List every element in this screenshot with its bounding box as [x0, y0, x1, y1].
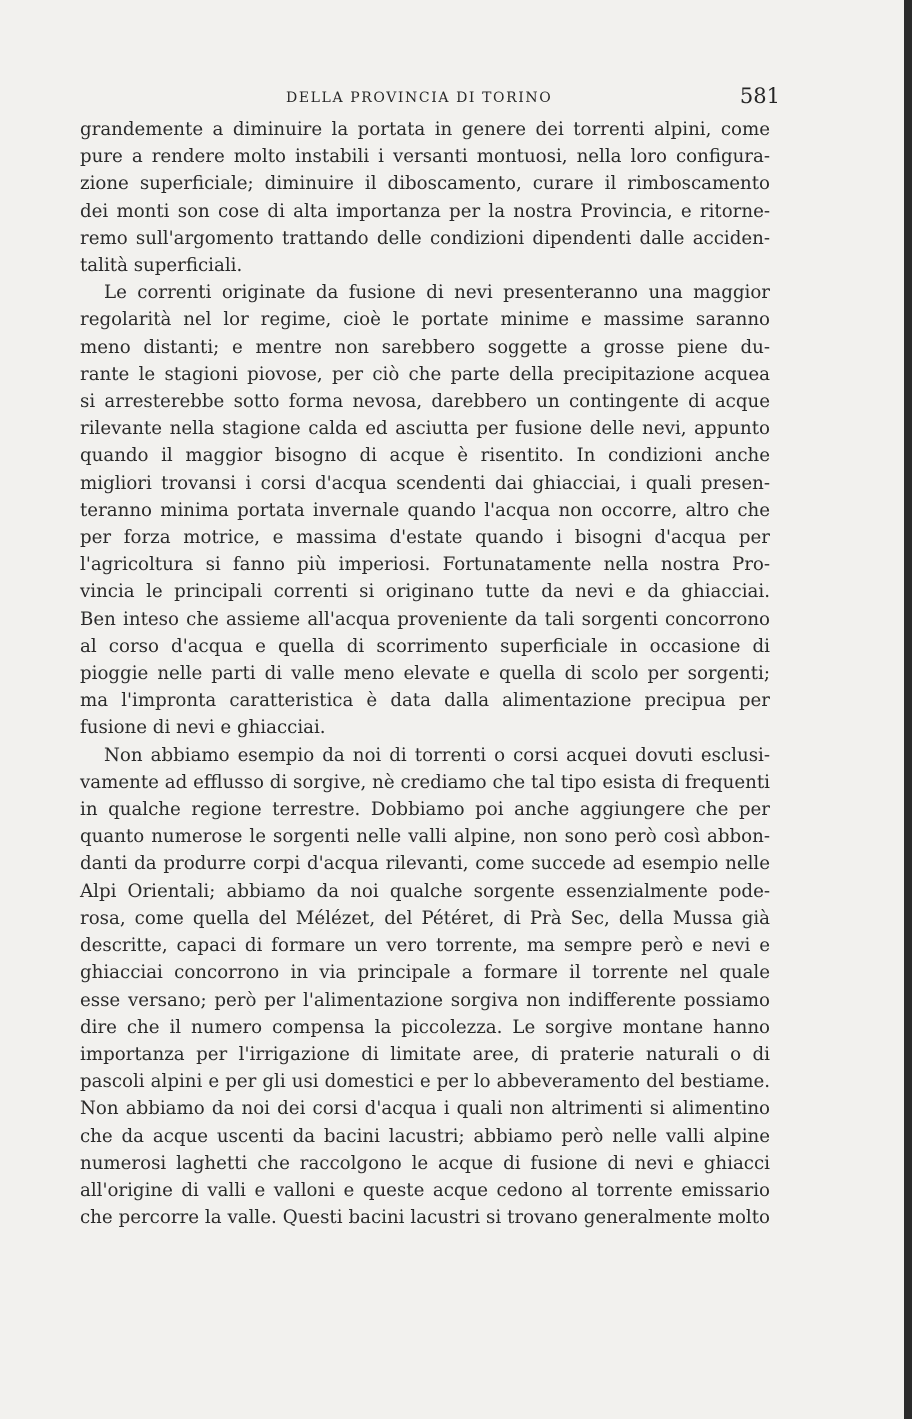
text-line: pure a rendere molto instabili i versanti montuosi, nella loro configura- — [80, 146, 770, 168]
page-header — [80, 84, 780, 114]
text-line: Non abbiamo esempio da noi di torrenti o corsi acquei dovuti esclusi- — [104, 744, 770, 766]
text-line: teranno minima portata invernale quando l'acqua non occorre, altro che — [80, 499, 770, 521]
text-line: rilevante nella stagione calda ed asciutta per fusione delle nevi, appunto — [80, 418, 770, 440]
text-line: in qualche regione terrestre. Dobbiamo poi anche aggiungere che per — [80, 799, 770, 821]
text-line: Non abbiamo da noi dei corsi d'acqua i quali non altrimenti si alimentino — [80, 1098, 770, 1120]
text-line: vincia le principali correnti si originano tutte da nevi e da ghiacciai. — [80, 581, 770, 603]
text-line: per forza motrice, e massima d'estate quando i bisogni d'acqua per — [80, 527, 770, 549]
text-line: quando il maggior bisogno di acque è risentito. In condizioni anche — [80, 445, 770, 467]
text-line: che da acque uscenti da bacini lacustri; abbiamo però nelle valli alpine — [80, 1125, 770, 1147]
text-line: esse versano; però per l'alimentazione sorgiva non indifferente possiamo — [80, 989, 770, 1011]
text-line: si arresterebbe sotto forma nevosa, darebbero un contingente di acque — [80, 391, 770, 413]
text-line: remo sull'argomento trattando delle condizioni dipendenti dalle acciden- — [80, 227, 770, 249]
text-line: fusione di nevi e ghiacciai. — [80, 717, 326, 739]
text-line: Le correnti originate da fusione di nevi presenteranno una maggior — [104, 282, 770, 304]
text-line: numerosi laghetti che raccolgono le acque di fusione di nevi e ghiacci — [80, 1152, 770, 1174]
text-line: dire che il numero compensa la piccolezza. Le sorgive montane hanno — [80, 1016, 770, 1038]
text-line: all'origine di valli e valloni e queste acque cedono al torrente emissario — [80, 1179, 770, 1201]
text-line: regolarità nel lor regime, cioè le portate minime e massime saranno — [80, 309, 770, 331]
text-line: quanto numerose le sorgenti nelle valli alpine, non sono però così abbon- — [80, 826, 770, 848]
text-line: che percorre la valle. Questi bacini lacustri si trovano generalmente molto — [80, 1207, 770, 1229]
text-line: danti da produrre corpi d'acqua rilevanti, come succede ad esempio nelle — [80, 853, 770, 875]
text-line: l'agricoltura si fanno più imperiosi. Fortunatamente nella nostra Pro- — [80, 554, 770, 576]
text-line: migliori trovansi i corsi d'acqua scendenti dai ghiacciai, i quali presen- — [80, 472, 770, 494]
body-text — [80, 116, 770, 1231]
text-line: ghiacciai concorrono in via principale a formare il torrente nel quale — [80, 962, 770, 984]
text-line: descritte, capaci di formare un vero torrente, ma sempre però e nevi e — [80, 935, 770, 957]
text-line: rante le stagioni piovose, per ciò che parte della precipitazione acquea — [80, 363, 770, 385]
text-line: talità superficiali. — [80, 255, 243, 277]
text-line: al corso d'acqua e quella di scorrimento superficiale in occasione di — [80, 635, 770, 657]
text-line: Alpi Orientali; abbiamo da noi qualche sorgente essenzialmente pode- — [80, 880, 770, 902]
text-line: Ben inteso che assieme all'acqua proveniente da tali sorgenti concorrono — [80, 608, 770, 630]
text-line: pascoli alpini e per gli usi domestici e per lo abbeveramento del bestiame. — [80, 1071, 770, 1093]
running-title: DELLA PROVINCIA DI TORINO — [286, 90, 553, 106]
text-line: meno distanti; e mentre non sarebbero soggette a grosse piene du- — [80, 336, 770, 358]
text-line: grandemente a diminuire la portata in genere dei torrenti alpini, come — [80, 119, 770, 140]
text-line: vamente ad efflusso di sorgive, nè crediamo che tal tipo esista di frequenti — [80, 771, 770, 793]
page-number: 581 — [739, 84, 780, 108]
text-line: importanza per l'irrigazione di limitate aree, di praterie naturali o di — [80, 1043, 770, 1065]
text-line: rosa, come quella del Mélézet, del Pétéret, di Prà Sec, della Mussa già — [80, 907, 770, 929]
text-line: zione superficiale; diminuire il diboscamento, curare il rimboscamento — [80, 173, 770, 195]
text-line: dei monti son cose di alta importanza per la nostra Provincia, e ritorne- — [80, 200, 770, 222]
scan-edge — [904, 0, 912, 1419]
text-line: pioggie nelle parti di valle meno elevate e quella di scolo per sorgenti; — [80, 663, 770, 685]
text-line: ma l'impronta caratteristica è data dalla alimentazione precipua per — [80, 690, 770, 712]
